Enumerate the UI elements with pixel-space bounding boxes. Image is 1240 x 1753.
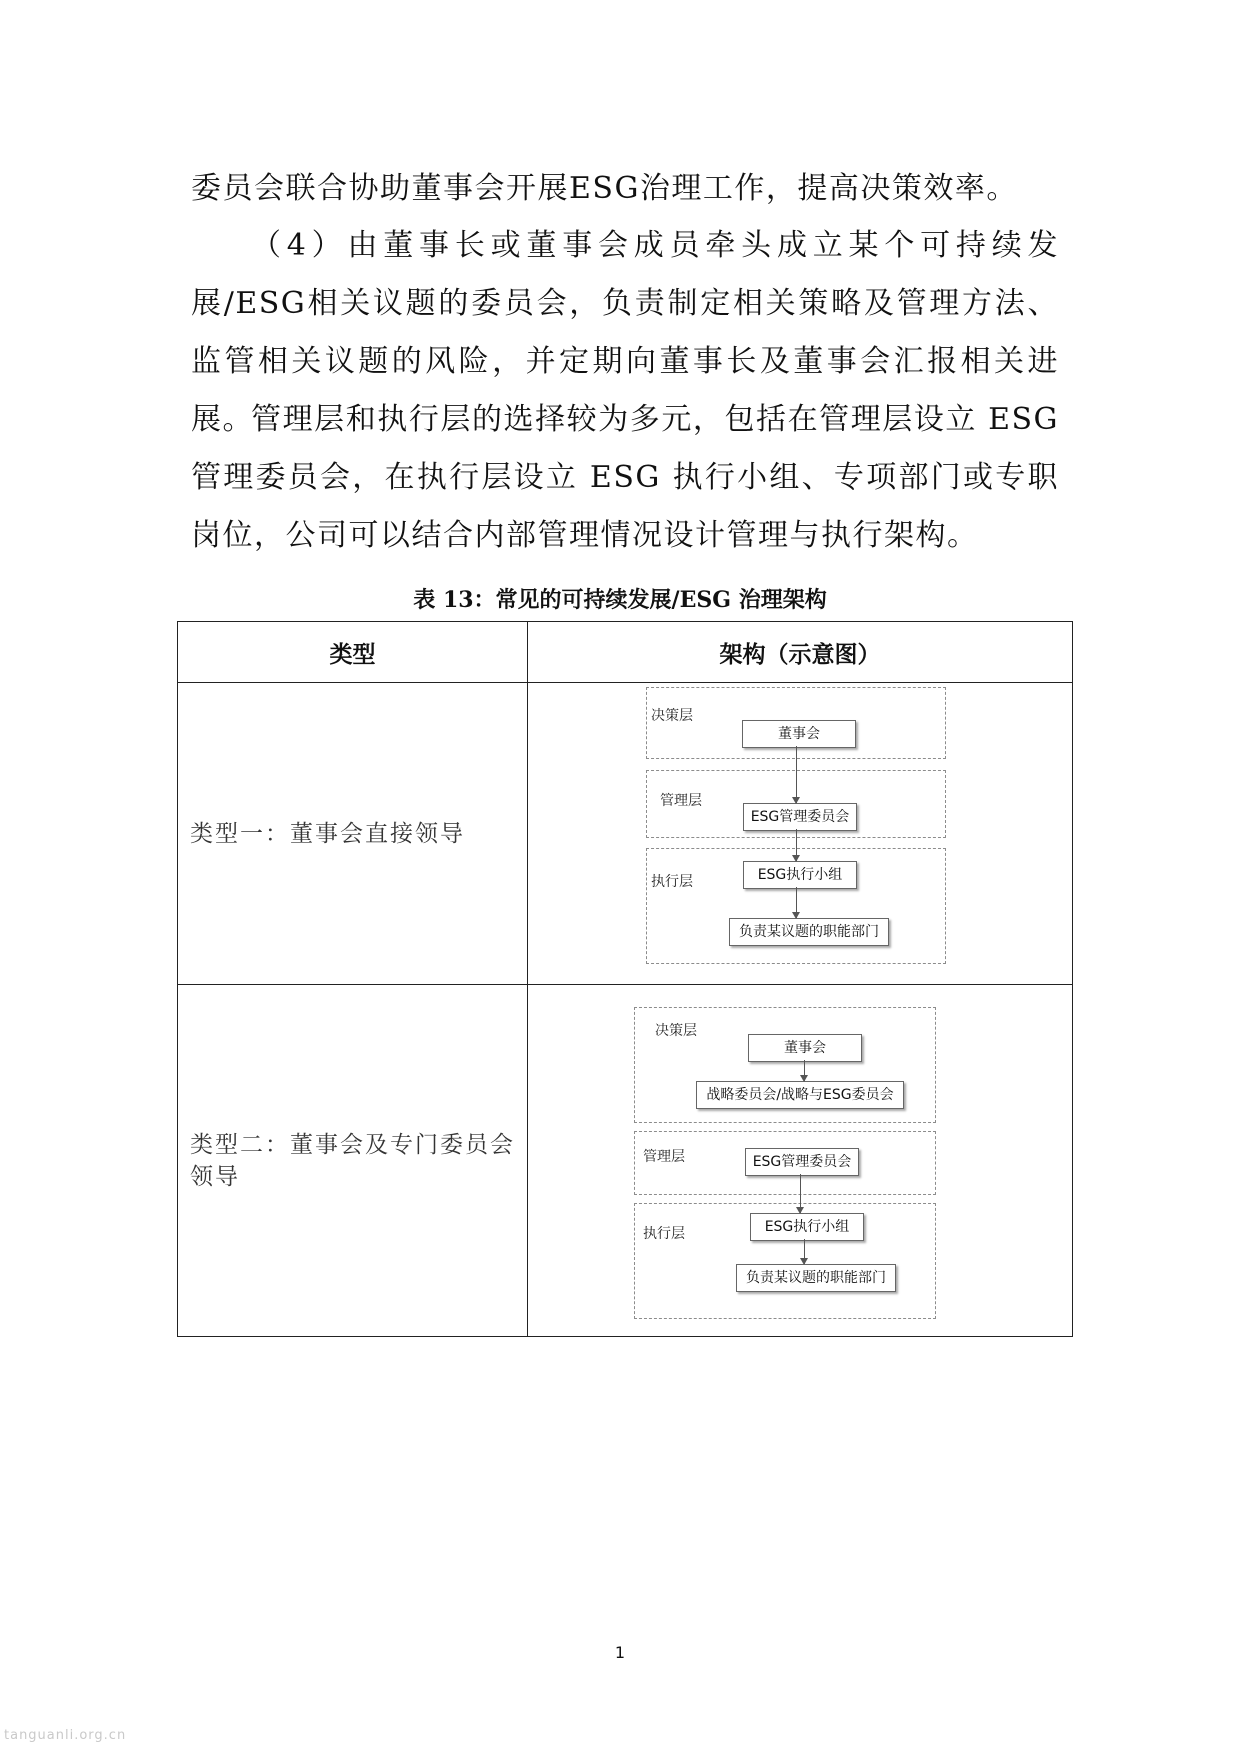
page-number: 1 [614,1643,626,1662]
arrow-down-icon [804,1239,805,1264]
node-board: 董事会 [748,1034,862,1062]
layer-label: 管理层 [643,1149,685,1165]
type-label: 类型二：董事会及专门委员会领导 [178,985,528,1337]
arrow-down-icon [800,1174,801,1213]
node-esg-management-committee: ESG管理委员会 [743,803,857,831]
header-diagram: 架构（示意图） [528,622,1073,683]
diagram-cell [528,985,1073,1337]
arrow-down-icon [796,829,797,861]
layer-label: 管理层 [660,793,702,809]
table-caption: 表 13：常见的可持续发展/ESG 治理架构 [413,587,827,613]
table-header-row [178,622,1073,683]
header-type: 类型 [178,622,528,683]
layer-label: 决策层 [655,1023,697,1039]
layer-label: 执行层 [651,874,693,890]
type-label: 类型一：董事会直接领导 [178,683,528,985]
layer-label: 决策层 [651,708,693,724]
table-row [178,683,1073,985]
paragraph-3: 管理层和执行层的选择较为多元，包括在管理层设立 ESG 管理委员会，在执行层设立 ESG 执行小组、专项部门或专职岗位，公司可以结合内部管理情况设计管理与执行架构。 [191,402,1059,553]
diagram-cell [528,683,1073,985]
governance-table [177,621,1073,1337]
watermark: tanguanli.org.cn [4,1728,127,1743]
paragraph-2: （4）由董事长或董事会成员牵头成立某个可持续发展/ESG相关议题的委员会，负责制定相关策略及管理方法、监管相关议题的风险，并定期向董事长及董事会汇报相关进展。 [191,228,1059,437]
node-strategy-committee: 战略委员会/战略与ESG委员会 [696,1081,904,1109]
org-chart-type-1 [528,683,1072,984]
node-board: 董事会 [742,720,856,748]
arrow-down-icon [796,746,797,803]
node-esg-working-group: ESG执行小组 [750,1213,864,1241]
layer-label: 执行层 [643,1226,685,1242]
table-row [178,985,1073,1337]
node-esg-working-group: ESG执行小组 [743,861,857,889]
paragraph-1: 委员会联合协助董事会开展ESG治理工作，提高决策效率。 [191,171,1018,206]
org-chart-type-2 [528,985,1072,1336]
node-functional-department: 负责某议题的职能部门 [729,918,889,946]
arrow-down-icon [796,887,797,918]
arrow-down-icon [804,1060,805,1081]
node-esg-management-committee: ESG管理委员会 [745,1148,859,1176]
node-functional-department: 负责某议题的职能部门 [736,1264,896,1292]
